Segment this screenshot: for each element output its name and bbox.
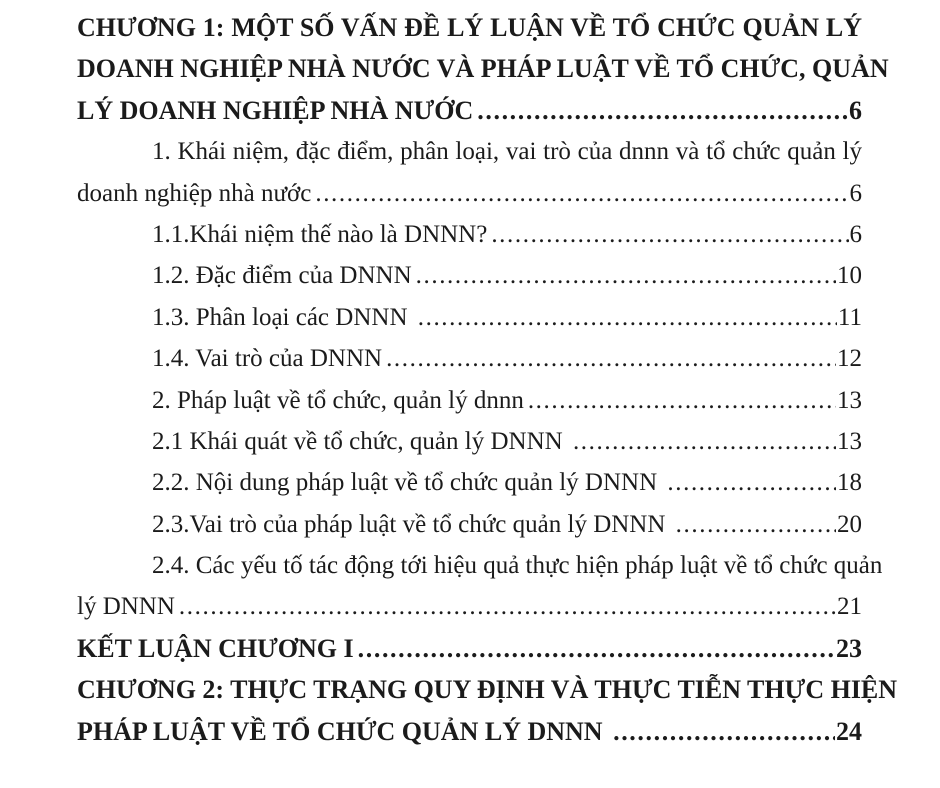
toc-entry-1-4	[77, 338, 862, 379]
page-number: 11	[837, 303, 862, 331]
heading-text: DOANH NGHIỆP NHÀ NƯỚC VÀ PHÁP LUẬT VỀ TỔ CHỨC, QUẢN	[77, 54, 889, 84]
dot-leader	[528, 380, 836, 421]
heading-text: CHƯƠNG 1: MỘT SỐ VẤN ĐỀ LÝ LUẬN VỀ TỔ CHỨC QUẢN LÝ	[77, 13, 862, 42]
dot-leader	[358, 628, 835, 669]
toc-entry-2-3	[77, 504, 862, 545]
toc-entry-2-2	[77, 462, 862, 503]
chapter-1-heading-line-3	[77, 90, 862, 131]
entry-text: 2.1 Khái quát về tổ chức, quản lý DNNN	[152, 427, 569, 455]
page-number: 6	[849, 95, 862, 125]
toc-entry-1-1	[77, 214, 862, 255]
dot-leader	[613, 711, 835, 752]
toc-content	[77, 7, 898, 752]
entry-text: 2.4. Các yếu tố tác động tới hiệu quả thực hiện pháp luật về tổ chức quản	[152, 552, 883, 580]
toc-entry-1-line-2	[77, 173, 862, 214]
page-number: 13	[837, 386, 862, 414]
dot-leader	[573, 421, 836, 462]
toc-entry-2	[77, 380, 862, 421]
page-number: 24	[836, 716, 862, 746]
entry-text: doanh nghiệp nhà nước	[77, 179, 312, 207]
toc-entry-2-4-line-1	[77, 545, 883, 586]
dot-leader	[477, 90, 848, 131]
chapter-2-heading-line-2	[77, 711, 862, 752]
page-number: 6	[849, 179, 862, 207]
entry-text: 2.2. Nội dung pháp luật về tổ chức quản lý DNNN	[152, 469, 664, 497]
heading-text: PHÁP LUẬT VỀ TỔ CHỨC QUẢN LÝ DNNN	[77, 716, 610, 746]
dot-leader	[418, 297, 837, 338]
page-number: 10	[837, 262, 862, 290]
dot-leader	[315, 173, 848, 214]
page-number: 20	[837, 510, 862, 538]
page-number: 18	[837, 469, 862, 497]
entry-text: 1. Khái niệm, đặc điểm, phân loại, vai trò của dnnn và tổ chức quản lý	[152, 138, 862, 166]
toc-entry-conclusion-chapter-1	[77, 628, 862, 669]
toc-entry-1-line-1	[77, 131, 862, 172]
entry-text: lý DNNN	[77, 593, 175, 621]
dot-leader	[179, 586, 836, 627]
entry-text: 1.1.Khái niệm thế nào là DNNN?	[152, 220, 488, 248]
page-number: 12	[837, 345, 862, 373]
chapter-1-heading-line-1	[77, 7, 862, 48]
toc-entry-2-4-line-2	[77, 586, 862, 627]
entry-text: 2.3.Vai trò của pháp luật về tổ chức quản lý DNNN	[152, 510, 672, 538]
page-number: 13	[837, 427, 862, 455]
toc-entry-1-2	[77, 255, 862, 296]
dot-leader	[491, 214, 848, 255]
heading-text: CHƯƠNG 2: THỰC TRẠNG QUY ĐỊNH VÀ THỰC TIỄN THỰC HIỆN	[77, 675, 898, 705]
page-number: 6	[849, 220, 862, 248]
toc-entry-2-1	[77, 421, 862, 462]
toc-entry-1-3	[77, 297, 862, 338]
entry-text: 1.2. Đặc điểm của DNNN	[152, 262, 412, 290]
entry-text: 1.4. Vai trò của DNNN	[152, 345, 383, 373]
dot-leader	[676, 504, 836, 545]
chapter-1-heading-line-2	[77, 48, 889, 89]
dot-leader	[667, 462, 836, 503]
chapter-2-heading-line-1	[77, 669, 898, 710]
dot-leader	[416, 255, 836, 296]
heading-text: KẾT LUẬN CHƯƠNG I	[77, 633, 354, 663]
heading-text: LÝ DOANH NGHIỆP NHÀ NƯỚC	[77, 95, 474, 125]
page-number: 21	[837, 593, 862, 621]
entry-text: 1.3. Phân loại các DNNN	[152, 303, 414, 331]
dot-leader	[386, 338, 836, 379]
entry-text: 2. Pháp luật về tổ chức, quản lý dnnn	[152, 386, 524, 414]
page-number: 23	[836, 633, 862, 663]
